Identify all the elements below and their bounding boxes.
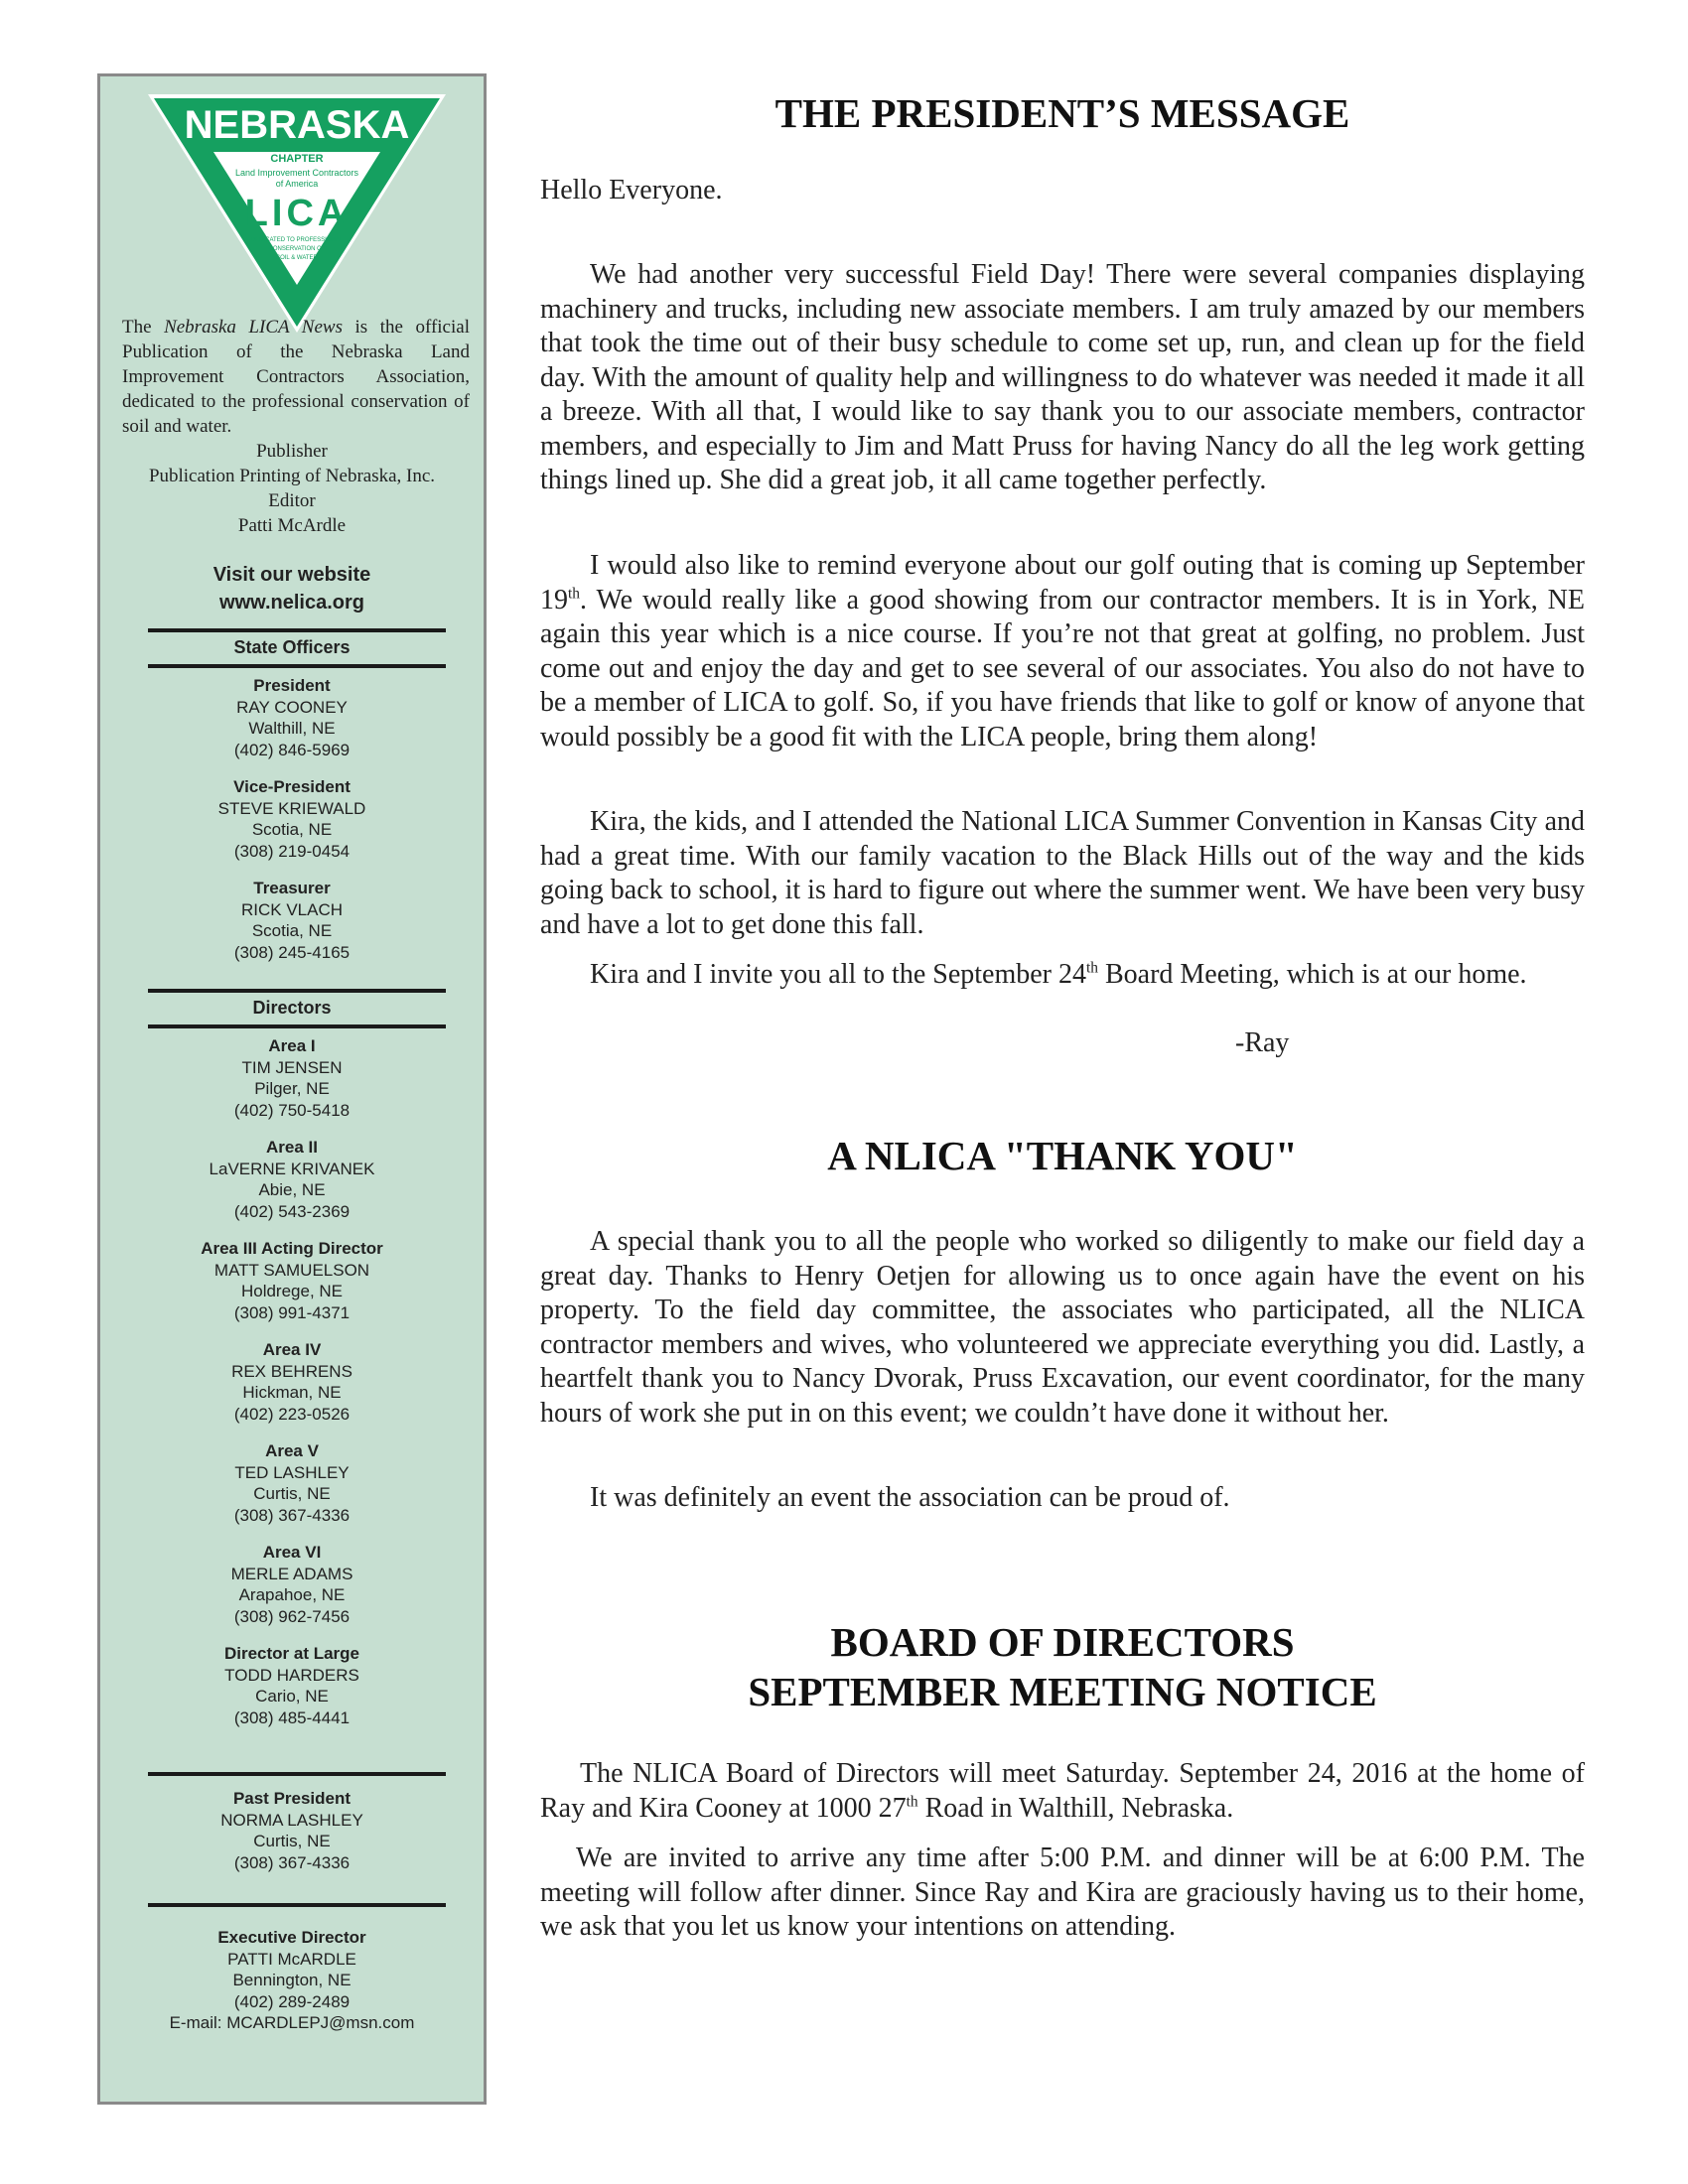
officer-title: President: [253, 676, 331, 695]
director-area-4: [100, 1339, 484, 1425]
director-title: Area IV: [262, 1340, 322, 1359]
board-title-line1: BOARD OF DIRECTORS: [830, 1619, 1295, 1665]
greeting: Hello Everyone.: [540, 175, 723, 205]
website-label: Visit our website: [212, 564, 371, 586]
publisher-name: Publication Printing of Nebraska, Inc.: [148, 466, 436, 486]
logo-motto-line3: SOIL & WATER: [276, 255, 318, 261]
signoff: -Ray: [1235, 1027, 1290, 1058]
officer-title: Vice-President: [233, 777, 351, 796]
presidents-message-title: THE PRESIDENT’S MESSAGE: [774, 90, 1350, 136]
executive-director-title: Executive Director: [217, 1928, 366, 1947]
ordinal-suffix: th: [906, 1793, 918, 1811]
director-area-3: [100, 1238, 484, 1323]
logo-title: NEBRASKA: [184, 103, 410, 147]
director-phone: (308) 367-4336: [233, 1505, 351, 1525]
divider: [148, 664, 446, 668]
logo-org-line1: Land Improvement Contractors: [234, 168, 359, 178]
paragraph-text: The NLICA Board of Directors will meet Saturday. September 24, 2016 at the home of Ray and Kira Cooney at 1000 27: [540, 1758, 1585, 1824]
director-name: TODD HARDERS: [224, 1665, 359, 1685]
board-paragraph: [540, 1757, 1585, 1826]
intro-post: is the official Publication of the Nebraska Land Improvement Contractors Association, dedicated to the professional conservation of soil and water.: [122, 317, 470, 437]
executive-director-city: Bennington, NE: [232, 1971, 352, 1989]
paragraph-text: Road in Walthill, Nebraska.: [917, 1792, 1234, 1824]
past-president-city: Curtis, NE: [253, 1832, 331, 1850]
executive-director-name: PATTI McARDLE: [227, 1949, 356, 1969]
officer-phone: (308) 219-0454: [233, 841, 351, 861]
nebraska-lica-logo: [148, 94, 446, 333]
director-area-2: [100, 1137, 484, 1222]
officer-name: RAY COONEY: [236, 697, 348, 717]
director-name: TIM JENSEN: [241, 1057, 343, 1077]
logo-motto-line2: CONSERVATION OF: [268, 246, 326, 252]
thank-you-paragraph: A special thank you to all the people who worked so diligently to make our field day a great day. Thanks to Henry Oetjen for allowing us to once again have the event on his property. To the field day committee, the associates who participated, all the NLICA contractor members and wives, who volunteered we appreciate everything you did. Lastly, a heartfelt thank you to Nancy Dvorak, Pruss Excavation, our event coordinator, for the many hours of work she put in on this event; we couldn’t have done it without her.: [540, 1226, 1585, 1429]
directors-heading: Directors: [252, 998, 332, 1018]
past-president: [100, 1788, 484, 1873]
logo-org-line2: of America: [275, 179, 319, 189]
officer-name: STEVE KRIEWALD: [217, 798, 366, 818]
divider: [148, 1772, 446, 1776]
director-city: Hickman, NE: [242, 1383, 342, 1402]
presidents-message-paragraph: [540, 549, 1585, 754]
executive-director-phone: (402) 289-2489: [233, 1991, 351, 2011]
director-area-6: [100, 1542, 484, 1627]
officer-city: Scotia, NE: [251, 921, 333, 940]
director-phone: (402) 223-0526: [233, 1404, 351, 1424]
state-officers-heading: State Officers: [233, 637, 351, 657]
director-city: Pilger, NE: [254, 1079, 330, 1098]
director-title: Area VI: [262, 1543, 322, 1562]
director-title: Area II: [266, 1138, 318, 1157]
director-city: Cario, NE: [255, 1687, 329, 1706]
publication-intro: [122, 315, 470, 439]
director-phone: (402) 543-2369: [233, 1201, 351, 1221]
paragraph-text: . We would really like a good showing from our contractor members. It is in York, NE again this year which is a nice course. If you’re not that great at golfing, no problem. Just come out and enjoy the day and get to see several of our associates. You also do not have to be a member of LICA to golf. So, if you have friends that like to golf or know of anyone that would possibly be a good fit with the LICA people, bring them along!: [540, 584, 1585, 752]
past-president-title: Past President: [232, 1789, 352, 1808]
editor-name: Patti McArdle: [237, 515, 347, 536]
director-title: Area V: [265, 1441, 319, 1460]
editor-label: Editor: [268, 490, 316, 511]
officer-treasurer: [100, 878, 484, 963]
officer-title: Treasurer: [253, 879, 331, 897]
publication-name: Nebraska LICA News: [164, 317, 343, 338]
presidents-message-paragraph: [540, 958, 1585, 993]
director-name: LaVERNE KRIVANEK: [209, 1159, 375, 1178]
director-phone: (308) 485-4441: [233, 1707, 351, 1727]
director-phone: (308) 991-4371: [233, 1302, 351, 1322]
past-president-phone: (308) 367-4336: [233, 1852, 351, 1872]
presidents-message-paragraph: Kira, the kids, and I attended the National LICA Summer Convention in Kansas City and had a great time. With our family vacation to the Black Hills out of the way and the kids going back to school, it is hard to figure out where the summer went. We have been very busy and have a lot to get done this fall.: [540, 806, 1585, 940]
divider: [148, 1024, 446, 1028]
divider: [148, 1903, 446, 1907]
website-link[interactable]: www.nelica.org: [219, 592, 364, 614]
officer-city: Scotia, NE: [251, 820, 333, 839]
director-area-5: [100, 1440, 484, 1526]
board-title-line2: SEPTEMBER MEETING NOTICE: [748, 1669, 1377, 1714]
divider: [148, 628, 446, 632]
thank-you-paragraph: It was definitely an event the association can be proud of.: [590, 1482, 1230, 1513]
presidents-message-paragraph: We had another very successful Field Day! There were several companies displaying machinery and trucks, including new associate members. I am truly amazed by our members that took the time out of their busy schedule to come set up, run, and clean up for the field day. With the amount of quality help and willingness to do whatever was needed it made it all a breeze. With all that, I would like to say thank you to our associate members, contractor members, and especially to Jim and Matt Pruss for having Nancy do all the leg work getting things lined up. She did a great job, it all came together perfectly.: [540, 259, 1585, 495]
director-phone: (308) 962-7456: [233, 1606, 351, 1626]
director-name: REX BEHRENS: [231, 1361, 352, 1381]
officer-phone: (402) 846-5969: [233, 740, 351, 759]
logo-acronym: LICA: [244, 193, 350, 234]
director-title: Area III Acting Director: [201, 1239, 383, 1258]
officer-city: Walthill, NE: [248, 719, 336, 738]
director-title: Area I: [268, 1036, 316, 1055]
paragraph-text: Board Meeting, which is at our home.: [1097, 959, 1527, 990]
director-city: Abie, NE: [258, 1180, 326, 1199]
director-at-large: [100, 1643, 484, 1728]
logo-motto-line1: DEDICATED TO PROFESSIONAL: [250, 237, 344, 243]
officer-phone: (308) 245-4165: [233, 942, 351, 962]
director-name: MATT SAMUELSON: [213, 1260, 370, 1280]
director-area-1: [100, 1035, 484, 1121]
publisher-label: Publisher: [256, 441, 328, 462]
ordinal-suffix: th: [1085, 959, 1098, 977]
executive-director-email[interactable]: E-mail: MCARDLEPJ@msn.com: [169, 2013, 415, 2032]
logo-chapter: CHAPTER: [270, 153, 324, 165]
officer-vice-president: [100, 776, 484, 862]
sidebar: [97, 73, 487, 2105]
director-title: Director at Large: [223, 1644, 360, 1663]
divider: [148, 989, 446, 993]
paragraph-text: Kira and I invite you all to the September 24: [590, 959, 1086, 990]
ordinal-suffix: th: [568, 585, 580, 603]
director-phone: (402) 750-5418: [233, 1100, 351, 1120]
director-name: MERLE ADAMS: [230, 1564, 353, 1583]
intro-pre: The: [122, 317, 165, 338]
officer-president: [100, 675, 484, 760]
executive-director: [100, 1927, 484, 2034]
board-paragraph: We are invited to arrive any time after 5:00 P.M. and dinner will be at 6:00 P.M. The meeting will follow after dinner. Since Ray and Kira are graciously having us to their home, we ask that you let us know your intentions on attending.: [540, 1843, 1585, 1942]
director-name: TED LASHLEY: [234, 1462, 350, 1482]
officer-name: RICK VLACH: [240, 899, 344, 919]
director-city: Holdrege, NE: [240, 1282, 344, 1300]
past-president-name: NORMA LASHLEY: [220, 1810, 363, 1830]
director-city: Curtis, NE: [253, 1484, 331, 1503]
thank-you-title: A NLICA "THANK YOU": [827, 1133, 1298, 1178]
paragraph-text: I would also like to remind everyone about our golf outing that is coming up September 19: [540, 550, 1585, 615]
director-city: Arapahoe, NE: [238, 1585, 346, 1604]
